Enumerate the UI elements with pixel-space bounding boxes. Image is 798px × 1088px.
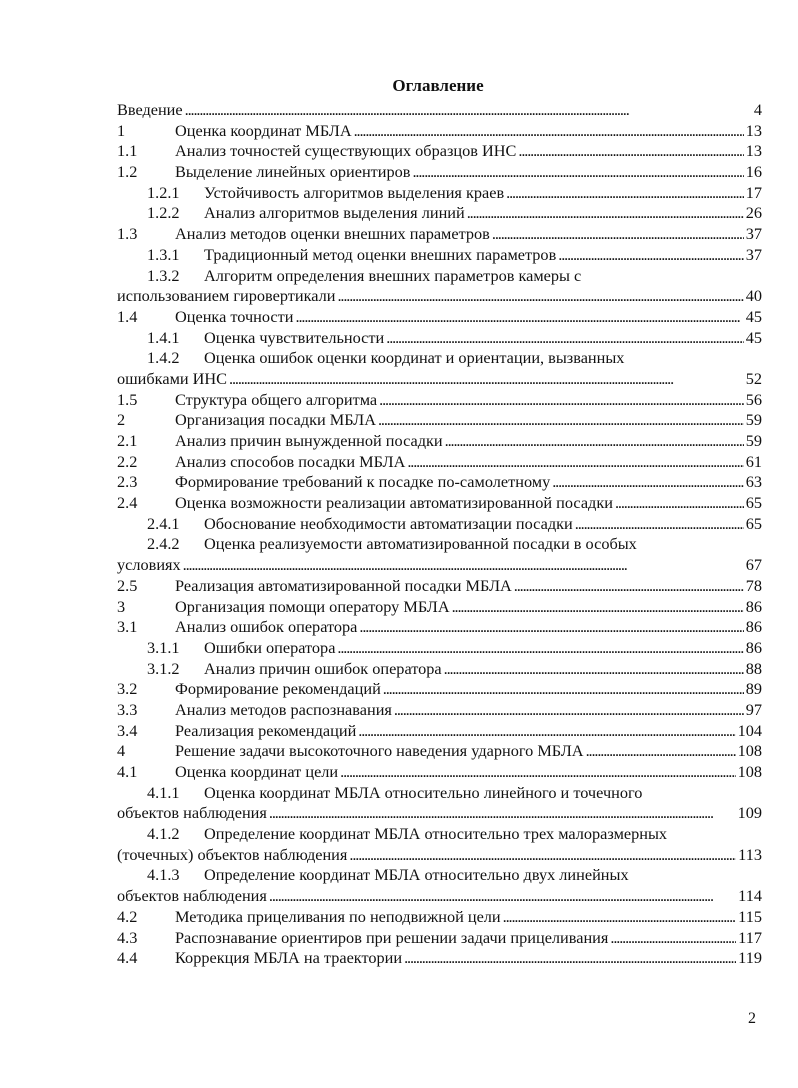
- toc-leader-dots: [445, 431, 744, 452]
- toc-entry-number: 1.5: [117, 389, 138, 409]
- toc-entry: [117, 886, 762, 907]
- toc-entry: [117, 245, 762, 266]
- toc-entry-title: Оценка координат цели: [175, 762, 339, 781]
- toc-entry: [117, 307, 762, 328]
- toc-entry-title: Анализ алгоритмов выделения линий: [204, 203, 465, 223]
- toc-entry-number: 1.3.2: [147, 265, 180, 285]
- toc-entry-page: 26: [745, 203, 762, 223]
- toc-entry-title: Оценка точности: [175, 306, 294, 326]
- toc-entry-title: Решение задачи высокоточного наведения ударного МБЛА: [175, 741, 584, 761]
- toc-entry-title: ошибками ИНС: [117, 368, 228, 388]
- toc-entry-number: 2.4.1: [147, 513, 180, 533]
- toc-leader-dots: [404, 948, 736, 969]
- toc-leader-dots: [386, 328, 743, 349]
- toc-leader-dots: [229, 369, 744, 390]
- toc-entry-number: 1.3: [117, 224, 138, 244]
- toc-entry-page: 109: [737, 803, 762, 823]
- toc-entry-title: объектов наблюдения: [117, 803, 267, 823]
- toc-leader-dots: [378, 410, 744, 431]
- toc-entry-page: 59: [745, 410, 762, 430]
- toc-entry-title: Анализ точностей существующих образцов ИНС: [175, 141, 517, 161]
- toc-entry-page: 37: [745, 244, 762, 264]
- toc-entry-page: 17: [745, 182, 762, 202]
- toc-entry: [117, 452, 762, 473]
- page-number: 2: [748, 1010, 756, 1027]
- toc-entry-number: 2.4: [117, 493, 138, 513]
- toc-entry-number: 3.1: [117, 617, 138, 637]
- toc-entry-page: 37: [745, 224, 762, 244]
- toc-entry-title: Формирование требований к посадке по-самолетному: [175, 472, 551, 492]
- toc-entry: [117, 183, 762, 204]
- toc-leader-dots: [407, 452, 743, 473]
- toc-entry-title: Оценка чувствительности: [204, 327, 385, 347]
- toc-entry-number: 3.1.1: [147, 637, 180, 657]
- toc-entry: [117, 948, 762, 969]
- toc-entry-number: 1.3.1: [147, 244, 180, 264]
- toc-leader-dots: [503, 907, 737, 928]
- toc-entry-page: 86: [745, 637, 762, 657]
- toc-entry-title: Определение координат МБЛА относительно двух линейных: [204, 865, 629, 885]
- toc-entry-number: 2.4.2: [147, 534, 180, 554]
- toc-entry-title: Оценка реализуемости автоматизированной посадки в особых: [204, 534, 637, 554]
- toc-entry-title: Выделение линейных ориентиров: [175, 162, 411, 182]
- toc-entry: [117, 514, 762, 535]
- toc-entry-number: 3.3: [117, 699, 138, 719]
- toc-entry-title: Структура общего алгоритма: [175, 389, 378, 409]
- toc-leader-dots: [492, 224, 744, 245]
- toc-leader-dots: [340, 762, 735, 783]
- toc-entry-title: Традиционный метод оценки внешних параметров: [204, 244, 557, 264]
- toc-entry: [117, 617, 762, 638]
- toc-entry-title: Обоснование необходимости автоматизации посадки: [204, 513, 573, 533]
- toc-entry: [117, 762, 762, 783]
- toc-entry-number: 4.1: [117, 762, 138, 781]
- toc-entry: [117, 576, 762, 597]
- toc-leader-dots: [444, 659, 744, 680]
- toc-entry-number: 1.2.1: [147, 182, 180, 202]
- toc-entry-number: 1.2.2: [147, 203, 180, 223]
- toc-leader-dots: [394, 700, 744, 721]
- toc-entry: [117, 865, 762, 886]
- toc-entry: [117, 224, 762, 245]
- toc-leader-dots: [337, 286, 743, 307]
- toc-entry-title: Анализ причин вынужденной посадки: [175, 431, 443, 450]
- toc-entry-page: 16: [745, 162, 762, 182]
- toc-entry-number: 4.4: [117, 948, 138, 968]
- toc-entry-page: 45: [745, 306, 762, 326]
- toc-leader-dots: [452, 597, 744, 618]
- toc-leader-dots: [349, 845, 736, 866]
- toc-entry: [117, 348, 762, 369]
- toc-leader-dots: [558, 245, 743, 266]
- toc-entry-title: Распознавание ориентиров при решении задачи прицеливания: [175, 927, 609, 947]
- toc-leader-dots: [337, 638, 743, 659]
- toc-entry-page: 115: [738, 906, 762, 926]
- toc-entry-title: Реализация рекомендаций: [175, 720, 357, 740]
- toc-entry: [117, 369, 762, 390]
- toc-entry-number: 3.2: [117, 679, 138, 699]
- toc-entry-page: 113: [738, 844, 762, 864]
- toc-entry-page: 45: [745, 327, 762, 347]
- toc-entry-page: 67: [745, 555, 762, 575]
- toc-entry-title: Алгоритм определения внешних параметров камеры с: [204, 265, 582, 285]
- toc-entry-title: Введение: [117, 100, 183, 119]
- toc-entry-page: 104: [737, 720, 762, 740]
- toc-leader-dots: [610, 928, 736, 949]
- toc-entry-number: 2.1: [117, 431, 138, 450]
- toc-entry-title: объектов наблюдения: [117, 886, 267, 906]
- toc-leader-dots: [506, 183, 744, 204]
- toc-entry-title: Коррекция МБЛА на траектории: [175, 948, 403, 968]
- toc-entry-number: 2.5: [117, 575, 138, 595]
- toc-entry-page: 88: [745, 658, 762, 678]
- toc-entry-title: Оценка возможности реализации автоматизированной посадки: [175, 493, 613, 513]
- toc-entry-number: 2: [117, 410, 126, 430]
- toc-entry: [117, 845, 762, 866]
- toc-entry: [117, 741, 762, 762]
- toc-entry-number: 2.2: [117, 451, 138, 471]
- toc-entry-page: 63: [745, 472, 762, 492]
- toc-entry-title: Оценка координат МБЛА: [175, 120, 352, 140]
- toc-entry: [117, 141, 762, 162]
- toc-leader-dots: [383, 679, 744, 700]
- toc-entry: [117, 100, 762, 121]
- toc-entry-page: 65: [745, 513, 762, 533]
- toc-entry-page: 56: [745, 389, 762, 409]
- toc-leader-dots: [379, 390, 744, 411]
- toc-entry-number: 2.3: [117, 472, 138, 492]
- toc-entry-title: Формирование рекомендаций: [175, 679, 381, 699]
- toc-entry: [117, 266, 762, 287]
- toc-entry: [117, 700, 762, 721]
- toc-entry-page: 86: [745, 617, 762, 637]
- toc-leader-dots: [359, 617, 743, 638]
- toc-entry-number: 4.1.1: [147, 782, 180, 802]
- toc-entry-title: Анализ методов распознавания: [175, 699, 392, 719]
- toc-leader-dots: [296, 307, 744, 328]
- toc-entry: [117, 472, 762, 493]
- toc-entry-number: 4.3: [117, 927, 138, 947]
- toc-entry-number: 3: [117, 596, 126, 616]
- toc-entry-number: 1.4: [117, 306, 138, 326]
- toc-leader-dots: [518, 141, 743, 162]
- toc-entry: [117, 907, 762, 928]
- toc-entry-title: Анализ способов посадки МБЛА: [175, 451, 406, 471]
- toc-entry-page: 59: [745, 431, 762, 450]
- toc-entry-page: 119: [738, 948, 762, 968]
- toc-entry: [117, 783, 762, 804]
- toc-entry: [117, 203, 762, 224]
- toc-leader-dots: [185, 100, 752, 121]
- toc-entry-title: Организация посадки МБЛА: [175, 410, 376, 430]
- toc-entry: [117, 824, 762, 845]
- toc-entry-page: 108: [737, 741, 762, 761]
- toc-entry-title: Организация помощи оператору МБЛА: [175, 596, 450, 616]
- toc-entry-page: 89: [745, 679, 762, 699]
- toc-entry-page: 86: [745, 596, 762, 616]
- toc-leader-dots: [575, 514, 744, 535]
- toc-entry: [117, 410, 762, 431]
- toc-entry-number: 4: [117, 741, 126, 761]
- toc-entry: [117, 679, 762, 700]
- toc-entry-page: 4: [753, 100, 762, 119]
- toc-entry: [117, 534, 762, 555]
- toc-entry-page: 97: [745, 699, 762, 719]
- toc-entry-title: условиях: [117, 555, 181, 575]
- toc-entry-title: Анализ ошибок оператора: [175, 617, 358, 637]
- toc-entry-page: 40: [745, 286, 762, 306]
- toc-leader-dots: [358, 721, 735, 742]
- toc-leader-dots: [183, 555, 744, 576]
- page-title: Оглавление: [392, 76, 484, 95]
- toc-entry-number: 1: [117, 120, 126, 140]
- toc-entry-page: 114: [738, 886, 762, 906]
- toc-entry-page: 65: [745, 493, 762, 513]
- toc-entry-number: 1.1: [117, 141, 138, 161]
- toc-entry: [117, 555, 762, 576]
- toc-entry: [117, 162, 762, 183]
- toc-entry-number: 3.4: [117, 720, 138, 740]
- toc-leader-dots: [467, 203, 744, 224]
- toc-entry-title: Анализ методов оценки внешних параметров: [175, 224, 490, 244]
- toc-leader-dots: [269, 886, 736, 907]
- toc-entry: [117, 493, 762, 514]
- toc-entry-title: (точечных) объектов наблюдения: [117, 844, 348, 864]
- toc-entry-title: использованием гировертикали: [117, 286, 336, 306]
- toc-entry-number: 4.1.2: [147, 824, 180, 844]
- toc-leader-dots: [586, 741, 736, 762]
- toc-entry-number: 3.1.2: [147, 658, 180, 678]
- toc-entry-number: 1.4.2: [147, 348, 180, 368]
- toc-entry-title: Реализация автоматизированной посадки МБЛА: [175, 575, 512, 595]
- toc-entry: [117, 721, 762, 742]
- toc-entry: [117, 803, 762, 824]
- toc-leader-dots: [514, 576, 744, 597]
- toc-entry: [117, 597, 762, 618]
- toc-leader-dots: [354, 121, 744, 142]
- toc-entry-page: 13: [745, 120, 762, 140]
- toc-entry: [117, 286, 762, 307]
- toc-entry: [117, 390, 762, 411]
- toc-leader-dots: [552, 472, 744, 493]
- table-of-contents: [117, 100, 762, 969]
- toc-entry-number: 4.1.3: [147, 865, 180, 885]
- toc-entry-page: 13: [745, 141, 762, 161]
- toc-entry-title: Методика прицеливания по неподвижной цели: [175, 906, 501, 926]
- toc-entry-page: 117: [738, 927, 762, 947]
- toc-entry-title: Оценка координат МБЛА относительно линейного и точечного: [204, 782, 643, 802]
- toc-entry-number: 4.2: [117, 906, 138, 926]
- toc-entry-title: Устойчивость алгоритмов выделения краев: [204, 182, 505, 202]
- toc-entry: [117, 659, 762, 680]
- toc-entry: [117, 328, 762, 349]
- toc-entry-number: 1.4.1: [147, 327, 180, 347]
- toc-leader-dots: [269, 803, 736, 824]
- toc-entry-number: 1.2: [117, 162, 138, 182]
- toc-leader-dots: [615, 493, 744, 514]
- toc-entry-title: Ошибки оператора: [204, 637, 336, 657]
- toc-entry-page: 52: [745, 368, 762, 388]
- toc-entry: [117, 638, 762, 659]
- toc-entry-title: Определение координат МБЛА относительно трех малоразмерных: [204, 824, 668, 844]
- toc-entry-page: 78: [745, 575, 762, 595]
- toc-entry: [117, 431, 762, 452]
- toc-entry: [117, 121, 762, 142]
- toc-entry-page: 108: [737, 762, 762, 781]
- toc-entry: [117, 928, 762, 949]
- toc-entry-page: 61: [745, 451, 762, 471]
- toc-entry-title: Оценка ошибок оценки координат и ориентации, вызванных: [204, 348, 625, 368]
- toc-leader-dots: [412, 162, 743, 183]
- toc-entry-title: Анализ причин ошибок оператора: [204, 658, 442, 678]
